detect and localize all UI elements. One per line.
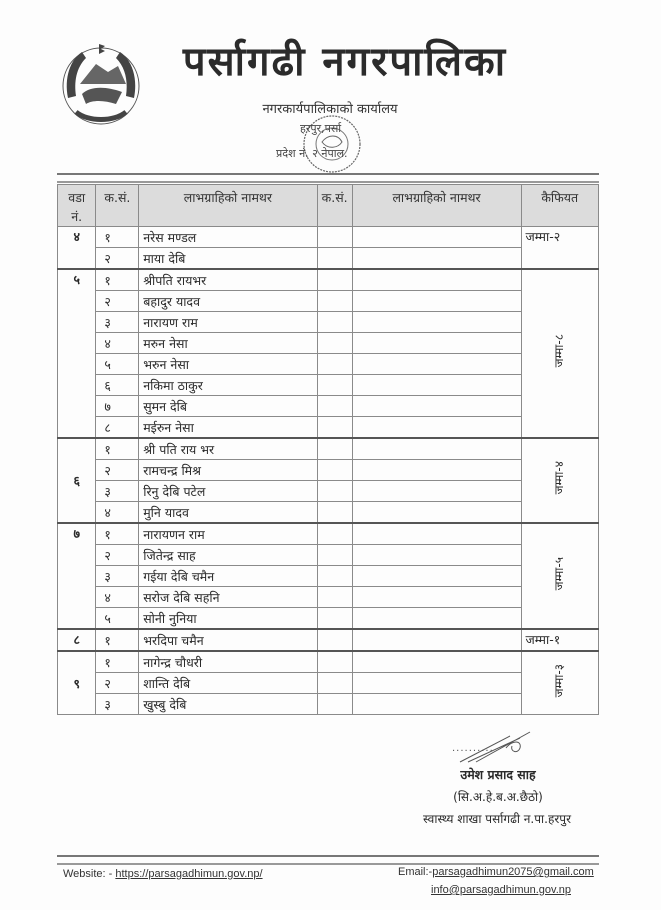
serial-number: १ <box>96 629 139 651</box>
serial-number-2 <box>317 375 352 396</box>
footer-email-2 <box>431 884 571 896</box>
serial-number-2 <box>317 502 352 524</box>
header-sn: क.सं. <box>96 185 139 227</box>
table-row <box>58 587 599 608</box>
table-row <box>58 502 599 524</box>
remark-total: जम्मा-४ <box>552 461 567 495</box>
table-row <box>58 523 599 545</box>
serial-number-2 <box>317 333 352 354</box>
header-name: लाभग्राहिको नामथर <box>139 185 317 227</box>
beneficiary-name: सरोज देबि सहनि <box>139 587 317 608</box>
remark-cell <box>521 438 599 523</box>
beneficiary-name: नारायणन राम <box>139 523 317 545</box>
serial-number-2 <box>317 438 352 460</box>
serial-number: ४ <box>96 587 139 608</box>
serial-number: २ <box>96 291 139 312</box>
serial-number-2 <box>317 629 352 651</box>
serial-number-2 <box>317 312 352 333</box>
table-row <box>58 545 599 566</box>
beneficiary-name-2 <box>352 312 521 333</box>
table-row <box>58 566 599 587</box>
website-link[interactable]: https://parsagadhimun.gov.np/ <box>115 868 263 880</box>
office-subtitle: नगरकार्यपालिकाको कार्यालय <box>262 102 398 117</box>
table-row <box>58 438 599 460</box>
beneficiary-name: नरेस मण्डल <box>139 227 317 248</box>
signer-office: स्वास्थ्य शाखा पर्सागढी न.पा.हरपुर <box>423 812 571 826</box>
beneficiary-name-2 <box>352 291 521 312</box>
beneficiary-name-2 <box>352 651 521 673</box>
beneficiary-name: नकिमा ठाकुर <box>139 375 317 396</box>
remark-cell <box>521 269 599 438</box>
beneficiary-name: जितेन्द्र साह <box>139 545 317 566</box>
serial-number-2 <box>317 587 352 608</box>
beneficiary-name-2 <box>352 354 521 375</box>
beneficiary-name-2 <box>352 460 521 481</box>
serial-number-2 <box>317 354 352 375</box>
header-remark: कैफियत <box>521 185 599 227</box>
beneficiary-name-2 <box>352 566 521 587</box>
header-name-2: लाभग्राहिको नामथर <box>352 185 521 227</box>
beneficiary-name: भरदिपा चमैन <box>139 629 317 651</box>
beneficiary-name-2 <box>352 673 521 694</box>
beneficiary-name-2 <box>352 545 521 566</box>
serial-number: ३ <box>96 566 139 587</box>
beneficiary-name: रामचन्द्र मिश्र <box>139 460 317 481</box>
serial-number-2 <box>317 227 352 248</box>
serial-number-2 <box>317 248 352 270</box>
beneficiary-name-2 <box>352 248 521 270</box>
beneficiary-name-2 <box>352 481 521 502</box>
email-link-2[interactable]: info@parsagadhimun.gov.np <box>431 884 571 896</box>
beneficiary-name: श्रीपति रायभर <box>139 269 317 291</box>
beneficiary-name: मरुन नेसा <box>139 333 317 354</box>
table-row <box>58 396 599 417</box>
signer-name: उमेश प्रसाद साह <box>460 767 536 782</box>
email-label: Email:- <box>398 866 433 878</box>
serial-number: २ <box>96 545 139 566</box>
beneficiary-name-2 <box>352 502 521 524</box>
footer-email <box>398 866 594 878</box>
beneficiary-name-2 <box>352 587 521 608</box>
ward-number: ४ <box>58 227 96 270</box>
serial-number: २ <box>96 673 139 694</box>
serial-number: १ <box>96 269 139 291</box>
serial-number-2 <box>317 566 352 587</box>
beneficiary-name-2 <box>352 608 521 630</box>
table-row <box>58 248 599 270</box>
beneficiary-name: सुमन देबि <box>139 396 317 417</box>
beneficiary-name: रिनु देबि पटेल <box>139 481 317 502</box>
serial-number: ८ <box>96 417 139 439</box>
beneficiary-table <box>57 184 599 715</box>
table-row <box>58 651 599 673</box>
serial-number-2 <box>317 523 352 545</box>
remark-total: जम्मा-३ <box>552 663 567 698</box>
table-row <box>58 375 599 396</box>
serial-number-2 <box>317 608 352 630</box>
serial-number-2 <box>317 673 352 694</box>
beneficiary-name: नारायण राम <box>139 312 317 333</box>
table-row <box>58 694 599 715</box>
footer-website <box>63 868 263 880</box>
table-row <box>58 354 599 375</box>
beneficiary-name-2 <box>352 269 521 291</box>
serial-number: १ <box>96 227 139 248</box>
beneficiary-name-2 <box>352 438 521 460</box>
serial-number: ३ <box>96 481 139 502</box>
serial-number-2 <box>317 460 352 481</box>
serial-number-2 <box>317 651 352 673</box>
serial-number: ५ <box>96 354 139 375</box>
serial-number-2 <box>317 417 352 439</box>
email-link-1[interactable]: parsagadhimun2075@gmail.com <box>432 866 594 878</box>
table-row <box>58 291 599 312</box>
serial-number-2 <box>317 481 352 502</box>
ward-number: ९ <box>58 651 96 715</box>
beneficiary-name: बहादुर यादव <box>139 291 317 312</box>
ward-number: ६ <box>58 438 96 523</box>
table-row <box>58 227 599 248</box>
header-ward: वडा नं. <box>58 185 96 227</box>
remark-total: जम्मा-२ <box>525 229 561 244</box>
beneficiary-name: सोनी नुनिया <box>139 608 317 630</box>
signer-title: (सि.अ.हे.ब.अ.छैठो) <box>453 790 543 804</box>
website-label: Website: - <box>63 868 116 880</box>
header-divider <box>57 173 599 183</box>
beneficiary-name-2 <box>352 333 521 354</box>
serial-number: १ <box>96 523 139 545</box>
remark-total: जम्मा-८ <box>552 334 567 368</box>
ward-number: ७ <box>58 523 96 629</box>
serial-number-2 <box>317 291 352 312</box>
table-row <box>58 269 599 291</box>
serial-number: ३ <box>96 694 139 715</box>
serial-number: ४ <box>96 333 139 354</box>
nepal-emblem-icon <box>56 38 146 130</box>
beneficiary-name: खुस्बु देबि <box>139 694 317 715</box>
beneficiary-name-2 <box>352 396 521 417</box>
remark-cell <box>521 523 599 629</box>
beneficiary-name: मईरुन नेसा <box>139 417 317 439</box>
table-row <box>58 333 599 354</box>
table-row <box>58 312 599 333</box>
serial-number: १ <box>96 651 139 673</box>
remark-cell <box>521 629 599 651</box>
table-body <box>58 227 599 715</box>
beneficiary-name: मुनि यादव <box>139 502 317 524</box>
header-sn-2: क.सं. <box>317 185 352 227</box>
remark-cell <box>521 227 599 270</box>
ward-number: ८ <box>58 629 96 651</box>
beneficiary-name: भरुन नेसा <box>139 354 317 375</box>
beneficiary-name-2 <box>352 227 521 248</box>
serial-number: १ <box>96 438 139 460</box>
beneficiary-name-2 <box>352 523 521 545</box>
remark-total: जम्मा-१ <box>525 632 561 647</box>
table-row <box>58 481 599 502</box>
beneficiary-name-2 <box>352 629 521 651</box>
serial-number-2 <box>317 694 352 715</box>
beneficiary-name: नागेन्द्र चौधरी <box>139 651 317 673</box>
remark-total: जम्मा-५ <box>552 556 567 591</box>
footer-divider <box>57 855 599 865</box>
beneficiary-name-2 <box>352 694 521 715</box>
table-row <box>58 629 599 651</box>
serial-number: ६ <box>96 375 139 396</box>
serial-number-2 <box>317 545 352 566</box>
beneficiary-name-2 <box>352 375 521 396</box>
serial-number-2 <box>317 269 352 291</box>
remark-cell <box>521 651 599 715</box>
beneficiary-name-2 <box>352 417 521 439</box>
table-row <box>58 673 599 694</box>
ward-number: ५ <box>58 269 96 438</box>
serial-number: ३ <box>96 312 139 333</box>
municipality-title: पर्सागढी नगरपालिका <box>182 39 508 85</box>
serial-number: २ <box>96 460 139 481</box>
table-row <box>58 417 599 439</box>
table-row <box>58 608 599 630</box>
serial-number: २ <box>96 248 139 270</box>
serial-number: ७ <box>96 396 139 417</box>
signature-dots: ·········· <box>452 746 494 757</box>
serial-number: ४ <box>96 502 139 524</box>
serial-number: ५ <box>96 608 139 630</box>
beneficiary-name: शान्ति देबि <box>139 673 317 694</box>
serial-number-2 <box>317 396 352 417</box>
beneficiary-name: माया देबि <box>139 248 317 270</box>
stamp-line-2: प्रदेश नं. २ नेपाल. <box>276 147 348 160</box>
table-row <box>58 460 599 481</box>
beneficiary-name: श्री पति राय भर <box>139 438 317 460</box>
stamp-line-1: हरपुर,पर्सा <box>300 122 342 135</box>
beneficiary-name: गईया देबि चमैन <box>139 566 317 587</box>
